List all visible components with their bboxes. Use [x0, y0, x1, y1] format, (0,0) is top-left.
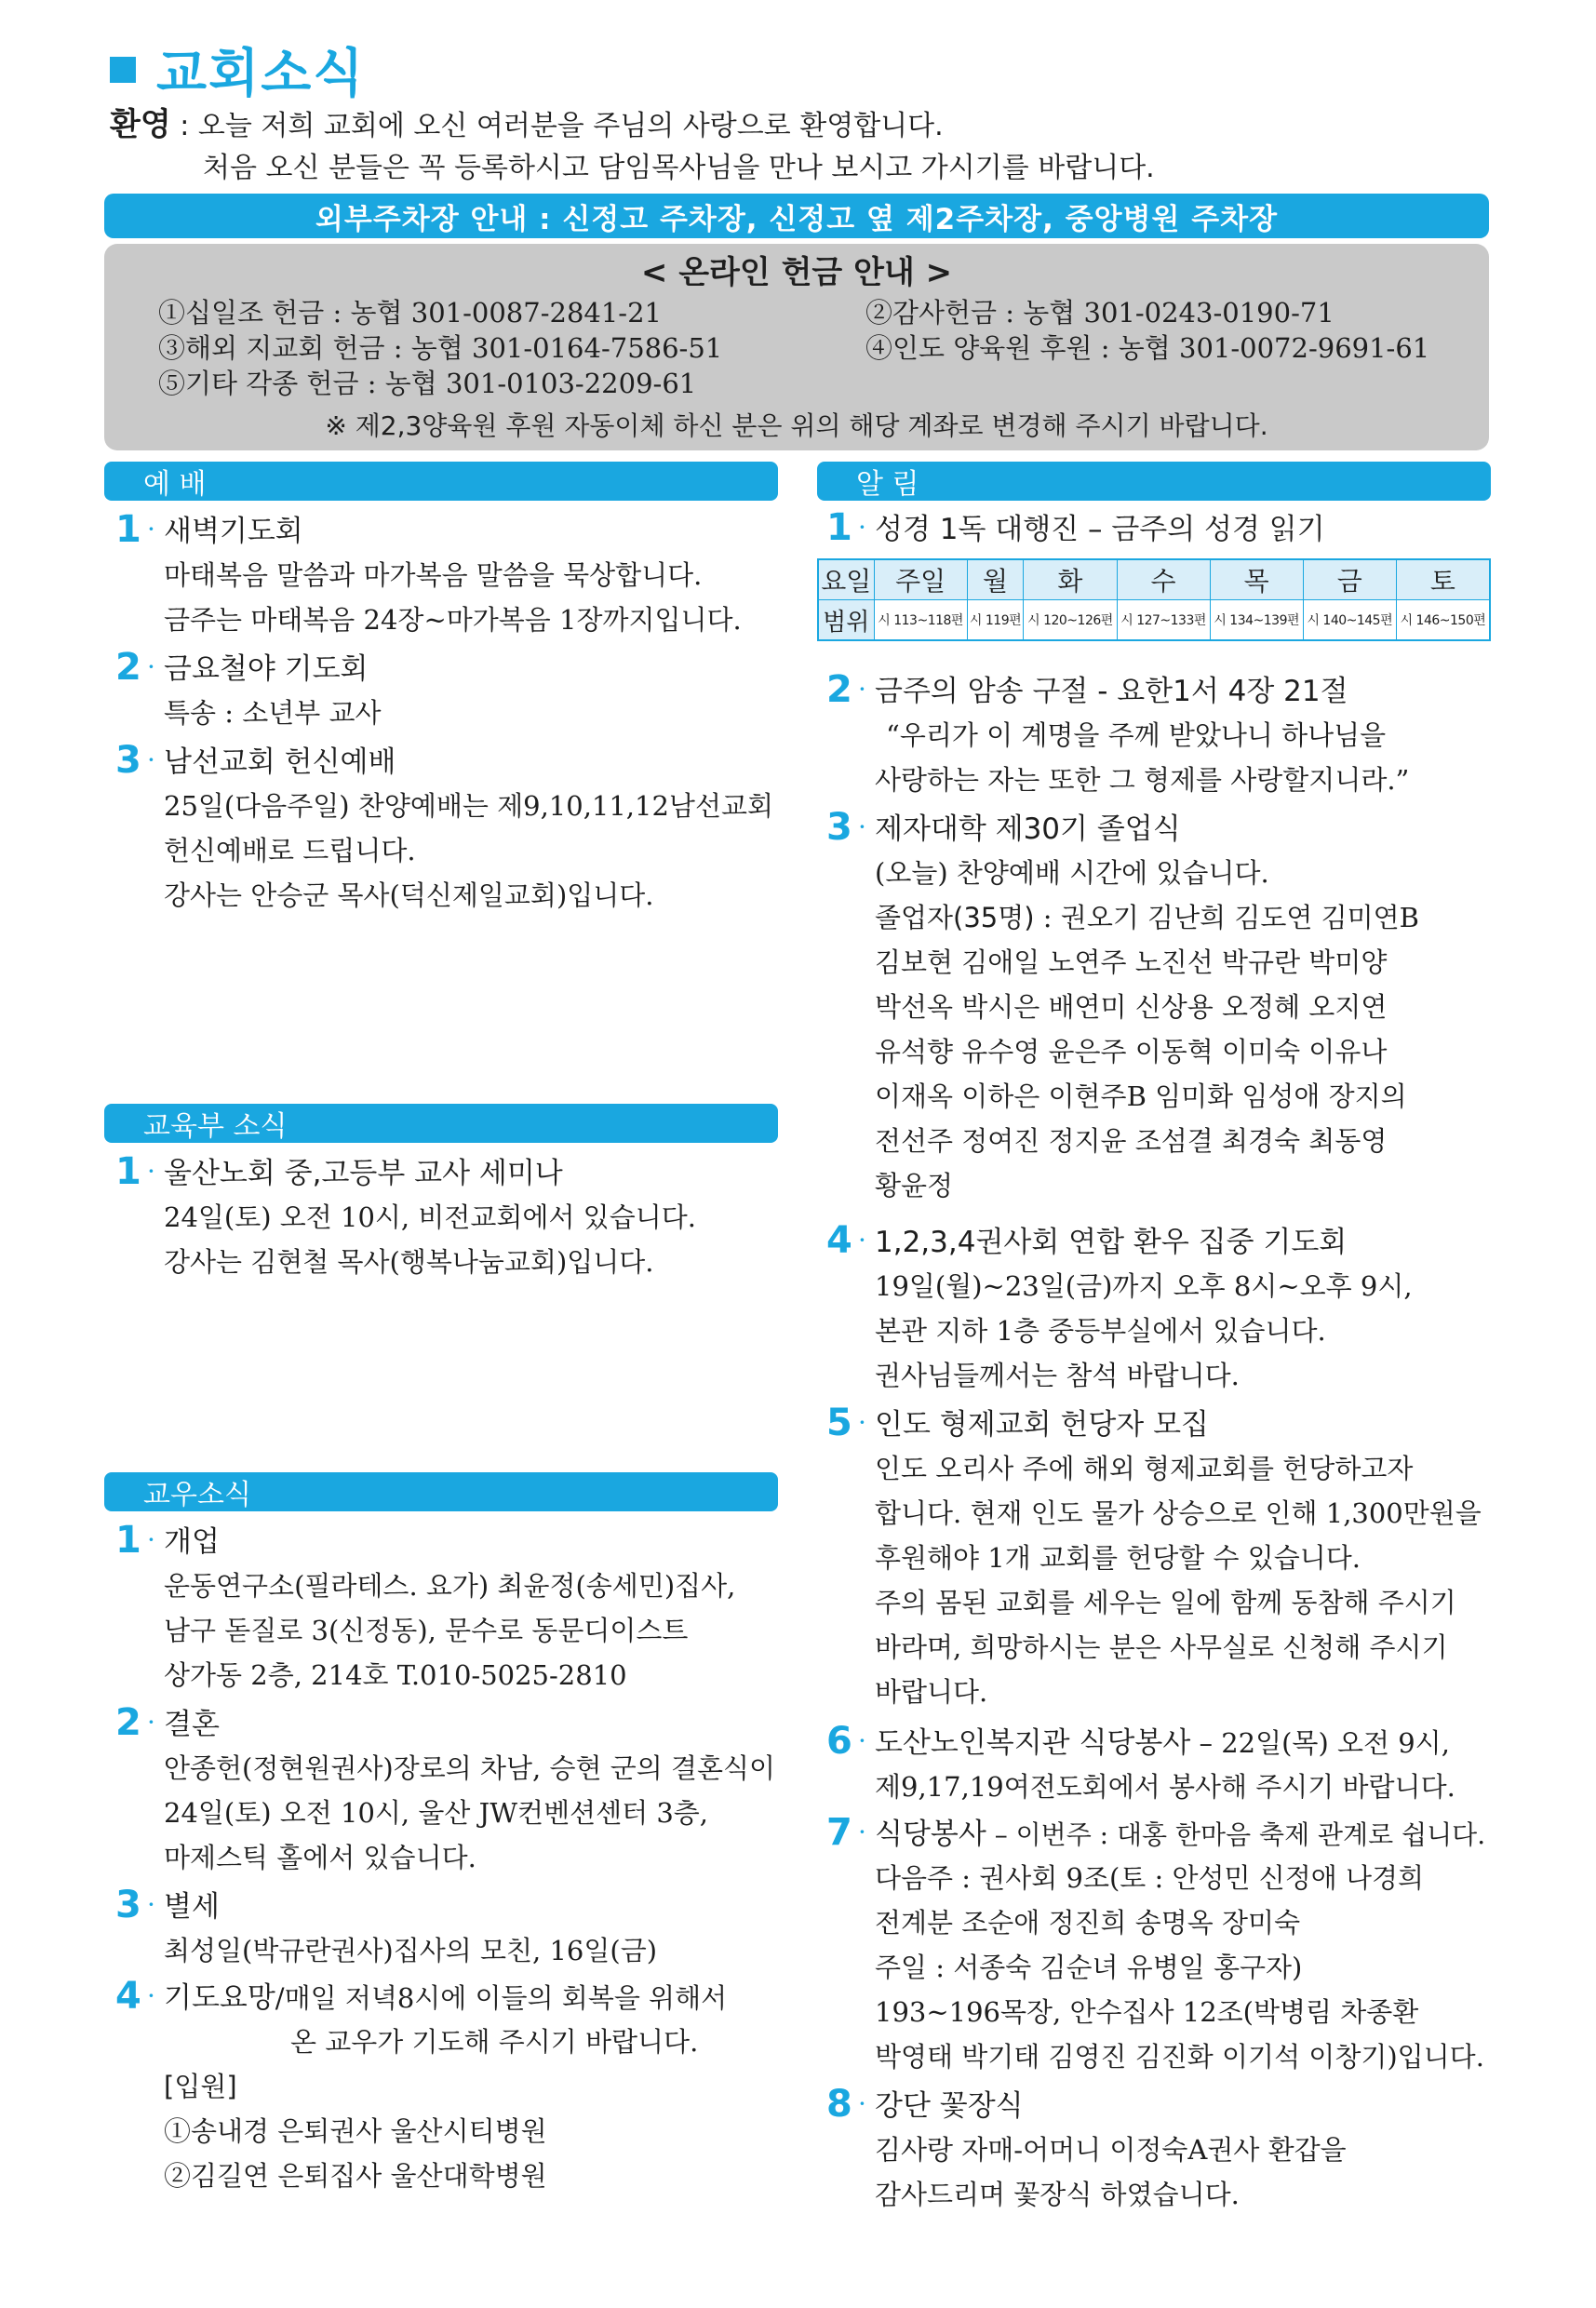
item-body [290, 2020, 698, 2064]
item-line: 19일(월)~23일(금)까지 오후 8시~오후 9시, [875, 1270, 1413, 1302]
item-line: 24일(토) 오전 10시, 비전교회에서 있습니다. [164, 1201, 696, 1233]
item-line: 남구 돋질로 3(신정동), 문수로 동문디이스트 [164, 1615, 689, 1646]
welcome-line-1: 오늘 저희 교회에 오신 여러분을 주님의 사랑으로 환영합니다. [197, 110, 944, 142]
table-cell: 금 [1303, 559, 1396, 600]
item-title-rest: – 금주의 성경 읽기 [1079, 513, 1325, 546]
item-title: 강단 꽃장식 [875, 2089, 1024, 2123]
offering-account-5: ⑤기타 각종 헌금 : 농협 301-0103-2209-61 [158, 368, 697, 399]
item-body [875, 851, 1419, 1208]
item-title: 결혼 [164, 1708, 220, 1741]
square-bullet-icon [110, 57, 136, 83]
item-line: 193~196목장, 안수집사 12조(박병림 차종환 [875, 1996, 1419, 2028]
item-number: 6 [826, 1720, 852, 1763]
item-title: 인도 형제교회 헌당자 모집 [875, 1408, 1209, 1442]
online-offering-box [104, 244, 1489, 450]
item-number: 7 [826, 1811, 852, 1854]
item-body [875, 1765, 1455, 1809]
offering-account-4: ④인도 양육원 후원 : 농협 301-0072-9691-61 [865, 332, 1430, 364]
graduates-line: 이재옥 이하은 이현주B 임미화 임성애 장지의 [875, 1080, 1407, 1112]
section-header-notices: 알 림 [817, 462, 1491, 501]
hospital-label: [입원] [164, 2071, 237, 2102]
item-line: 권사님들께서는 참석 바랍니다. [875, 1360, 1240, 1391]
item-dot: · [858, 2088, 866, 2119]
item-line: 제9,17,19여전도회에서 봉사해 주시기 바랍니다. [875, 1771, 1455, 1803]
item-line: 특송 : 소년부 교사 [164, 697, 382, 729]
section-header-worship: 예 배 [104, 462, 778, 501]
item-title [164, 1979, 727, 2018]
welcome-line-2: 처음 오신 분들은 꼭 등록하시고 담임목사님을 만나 보시고 가시기를 바랍니다. [203, 152, 1155, 184]
section-header-education: 교육부 소식 [104, 1104, 778, 1143]
table-cell: 토 [1396, 559, 1490, 600]
welcome-block [110, 104, 1155, 189]
item-title-rest: – 22일(목) 오전 9시, [1190, 1727, 1450, 1759]
parking-banner: 외부주차장 안내 : 신정고 주차장, 신정고 옆 제2주차장, 중앙병원 주차장 [104, 194, 1489, 238]
item-title [875, 672, 1348, 711]
table-cell: 시 120~126편 [1024, 600, 1117, 641]
table-cell: 화 [1024, 559, 1117, 600]
item-line: 감사드리며 꽃장식 하였습니다. [875, 2179, 1240, 2210]
item-title: 울산노회 중,고등부 교사 세미나 [164, 1157, 563, 1190]
table-cell: 범위 [818, 600, 874, 641]
item-sub-body [164, 2064, 547, 2198]
item-line: 주일 : 서종숙 김순녀 유병일 홍구자) [875, 1952, 1303, 1983]
item-title-rest: - 요한1서 4장 21절 [1088, 675, 1348, 708]
graduates-line: : 권오기 김난희 김도연 김미연B [1034, 902, 1419, 933]
item-line: (오늘) 찬양예배 시간에 있습니다. [875, 857, 1269, 889]
graduates-label: 졸업자(35명) [875, 902, 1035, 933]
item-title: 제자대학 제30기 졸업식 [875, 812, 1181, 846]
item-line [875, 895, 1419, 940]
item-dot: · [858, 1225, 866, 1255]
item-body [164, 1746, 775, 1880]
item-dot: · [858, 1407, 866, 1438]
item-line: 마태복음 말씀과 마가복음 말씀을 묵상합니다. [164, 559, 703, 591]
item-title: 1,2,3,4권사회 연합 환우 집중 기도회 [875, 1226, 1348, 1259]
item-dot: · [858, 674, 866, 704]
item-line: “우리가 이 계명을 주께 받았나니 하나님을 [886, 719, 1387, 751]
item-title [875, 510, 1325, 549]
item-line: 금주는 마태복음 24장~마가복음 1장까지입니다. [164, 604, 742, 636]
item-body [875, 713, 1409, 802]
item-dot: · [147, 651, 155, 682]
item-number: 4 [115, 1975, 141, 2018]
item-title-strong: 식당봉사 [875, 1818, 986, 1851]
welcome-colon: : [170, 110, 198, 142]
item-line: 김사랑 자매-어머니 이정숙A권사 환갑을 [875, 2134, 1347, 2166]
item-line: 강사는 안승군 목사(덕신제일교회)입니다. [164, 879, 654, 911]
welcome-label: 환영 [110, 106, 171, 143]
offering-account-1: ①십일조 헌금 : 농협 301-0087-2841-21 [158, 297, 662, 329]
table-cell: 시 146~150편 [1396, 600, 1490, 641]
item-dot: · [147, 1524, 155, 1555]
item-title: 별세 [164, 1890, 220, 1924]
table-cell: 시 119편 [967, 600, 1024, 641]
item-line: 전계분 조순애 정진희 송명옥 장미숙 [875, 1907, 1301, 1939]
item-title: 개업 [164, 1525, 220, 1559]
table-row [818, 559, 1490, 600]
item-line: 주의 몸된 교회를 세우는 일에 함께 동참해 주시기 [875, 1587, 1456, 1618]
table-cell: 주일 [874, 559, 967, 600]
offering-title: < 온라인 헌금 안내 > [640, 254, 953, 291]
item-title-strong: 금주의 암송 구절 [875, 675, 1089, 708]
table-cell: 수 [1117, 559, 1210, 600]
item-number: 3 [115, 739, 141, 782]
offering-account-3: ③해외 지교회 헌금 : 농협 301-0164-7586-51 [158, 332, 723, 364]
item-number: 5 [826, 1402, 852, 1444]
item-line: 본관 지하 1층 중등부실에서 있습니다. [875, 1315, 1326, 1347]
item-dot: · [147, 1889, 155, 1920]
item-line: 마제스틱 홀에서 있습니다. [164, 1842, 476, 1873]
item-line: 후원해야 1개 교회를 헌당할 수 있습니다. [875, 1542, 1361, 1574]
item-title: 금요철야 기도회 [164, 652, 369, 686]
item-body [875, 1264, 1413, 1398]
item-line: 다음주 : 권사회 9조(토 : 안성민 신정애 나경희 [875, 1862, 1425, 1894]
item-number: 2 [826, 668, 852, 711]
graduates-line: 김보현 김애일 노연주 노진선 박규란 박미양 [875, 946, 1388, 978]
item-dot: · [147, 1980, 155, 2011]
offering-note: ※ 제2,3양육원 후원 자동이체 하신 분은 위의 해당 계좌로 변경해 주시기 바랍니다. [325, 410, 1268, 441]
item-body [875, 1856, 1484, 2079]
item-dot: · [147, 514, 155, 544]
table-row [818, 600, 1490, 641]
item-body [164, 1928, 657, 1973]
item-line: 안종헌(정현원권사)장로의 차남, 승현 군의 결혼식이 [164, 1752, 776, 1784]
item-title-strong: 기도요망 [164, 1981, 275, 2015]
item-number: 4 [826, 1219, 852, 1262]
item-line: 인도 오리사 주에 해외 형제교회를 헌당하고자 [875, 1453, 1414, 1484]
item-line: 합니다. 현재 인도 물가 상승으로 인해 1,300만원을 [875, 1497, 1482, 1529]
item-line: 온 교우가 기도해 주시기 바랍니다. [290, 2026, 699, 2058]
item-body [164, 1195, 696, 1284]
table-cell: 목 [1210, 559, 1303, 600]
item-dot: · [858, 1817, 866, 1847]
section-header-members: 교우소식 [104, 1472, 778, 1511]
item-line: 바랍니다. [875, 1676, 988, 1708]
item-title-rest: – 이번주 : 대홍 한마음 축제 관계로 쉽니다. [986, 1819, 1486, 1850]
item-title-strong: 도산노인복지관 식당봉사 [875, 1726, 1191, 1760]
item-title-strong: 성경 1독 대행진 [875, 513, 1080, 546]
item-body [164, 1563, 735, 1697]
item-number: 3 [826, 806, 852, 849]
table-cell: 시 134~139편 [1210, 600, 1303, 641]
item-dot: · [147, 745, 155, 775]
item-line: 박영태 박기태 김영진 김진화 이기석 이창기)입니다. [875, 2041, 1484, 2073]
item-title [875, 1724, 1450, 1763]
item-dot: · [147, 1707, 155, 1738]
item-body [875, 1446, 1482, 1714]
item-line: 헌신예배로 드립니다. [164, 835, 416, 866]
offering-account-2: ②감사헌금 : 농협 301-0243-0190-71 [865, 297, 1334, 329]
item-number: 1 [115, 1519, 141, 1562]
graduates-line: 유석향 유수영 윤은주 이동혁 이미숙 이유나 [875, 1036, 1388, 1067]
item-line: 최성일(박규란권사)집사의 모친, 16일(금) [164, 1935, 658, 1966]
item-line: 상가동 2층, 214호 T.010-5025-2810 [164, 1659, 627, 1691]
table-cell: 월 [967, 559, 1024, 600]
item-dot: · [858, 1725, 866, 1756]
item-title: 새벽기도회 [164, 515, 303, 548]
item-title: 남선교회 헌신예배 [164, 745, 396, 779]
graduates-line: 황윤정 [875, 1170, 954, 1201]
item-line: 사랑하는 자는 또한 그 형제를 사랑할지니라.” [875, 764, 1410, 796]
item-title [875, 1815, 1485, 1855]
item-number: 2 [115, 1701, 141, 1744]
item-line: 25일(다음주일) 찬양예배는 제9,10,11,12남선교회 [164, 790, 773, 822]
table-cell: 시 140~145편 [1303, 600, 1396, 641]
item-body [164, 784, 773, 918]
table-cell: 시 127~133편 [1117, 600, 1210, 641]
item-dot: · [858, 512, 866, 543]
item-number: 2 [115, 646, 141, 689]
item-number: 3 [115, 1884, 141, 1926]
item-body [164, 553, 742, 642]
item-dot: · [858, 812, 866, 842]
graduates-line: 전선주 정여진 정지윤 조섬결 최경숙 최동영 [875, 1125, 1388, 1157]
item-dot: · [147, 1156, 155, 1187]
item-line: 24일(토) 오전 10시, 울산 JW컨벤션센터 3층, [164, 1797, 709, 1829]
item-title-rest: /매일 저녁8시에 이들의 회복을 위해서 [275, 1982, 728, 2014]
item-body [164, 691, 382, 735]
table-cell: 요일 [818, 559, 874, 600]
page-title-text: 교회소식 [156, 44, 366, 104]
item-line: ②김길연 은퇴집사 울산대학병원 [164, 2160, 547, 2192]
item-number: 1 [115, 1150, 141, 1193]
item-line: 바라며, 희망하시는 분은 사무실로 신청해 주시기 [875, 1631, 1448, 1663]
item-line: 강사는 김현철 목사(행복나눔교회)입니다. [164, 1246, 654, 1278]
item-line: ①송내경 은퇴권사 울산시티병원 [164, 2115, 547, 2147]
item-number: 1 [115, 508, 141, 551]
graduates-line: 박선옥 박시은 배연미 신상용 오정혜 오지연 [875, 991, 1388, 1023]
item-line: 운동연구소(필라테스. 요가) 최윤정(송세민)집사, [164, 1570, 736, 1602]
item-number: 8 [826, 2083, 852, 2126]
item-body [875, 2127, 1347, 2217]
table-cell: 시 113~118편 [874, 600, 967, 641]
bible-reading-table [817, 558, 1491, 641]
page-title [110, 37, 365, 102]
item-number: 1 [826, 506, 852, 549]
